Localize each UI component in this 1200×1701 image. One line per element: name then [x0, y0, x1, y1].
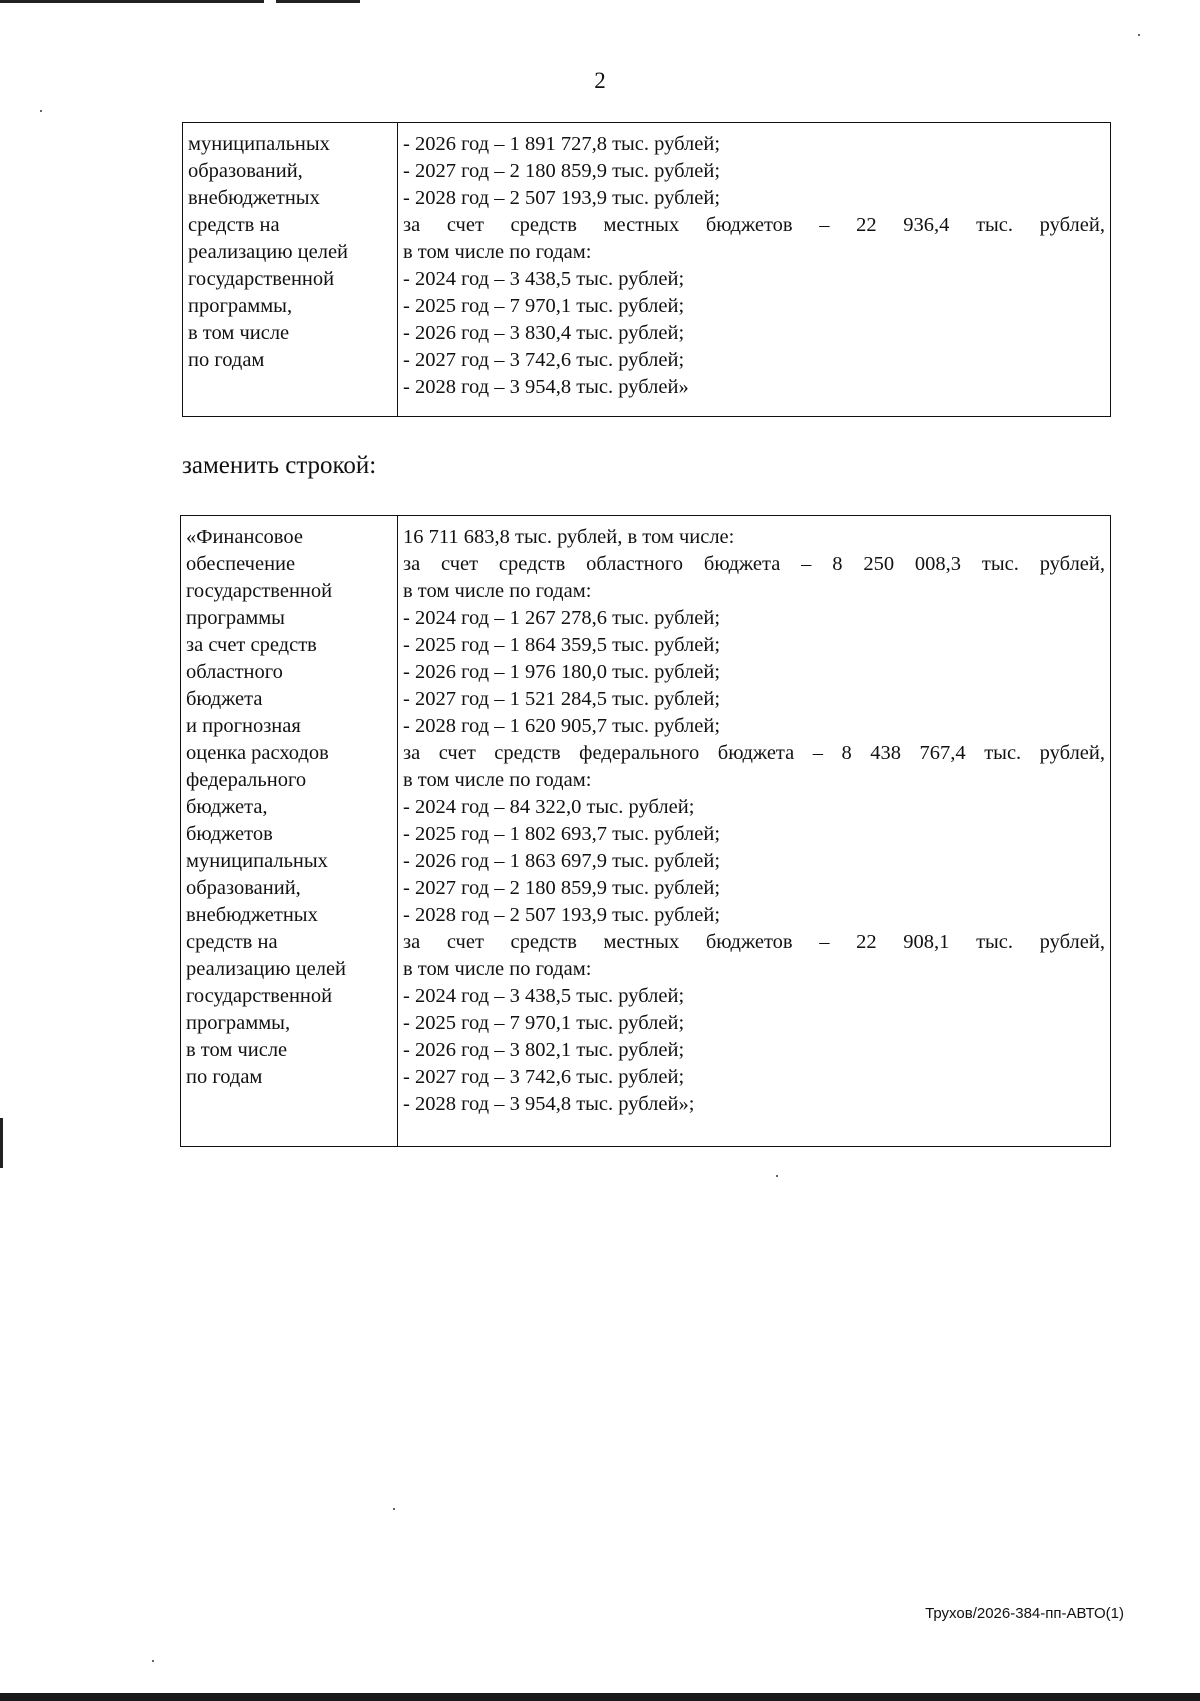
row-values-cell — [398, 516, 1111, 1147]
value-line: - 2024 год – 3 438,5 тыс. рублей; — [403, 985, 685, 1007]
value-line: - 2028 год – 3 954,8 тыс. рублей»; — [403, 1093, 695, 1115]
value-line: в том числе по годам: — [403, 769, 592, 791]
value-line: - 2026 год – 1 976 180,0 тыс. рублей; — [403, 661, 721, 683]
value-line: - 2026 год – 3 830,4 тыс. рублей; — [403, 322, 685, 344]
replace-caption: заменить строкой: — [182, 452, 377, 479]
value-line: в том числе по годам: — [403, 241, 592, 263]
value-line: - 2027 год – 3 742,6 тыс. рублей; — [403, 349, 685, 371]
row-label-cell: «Финансовое обеспечение государственной программы за счет средств областного бюджета и прогнозная оценка расходов федерального бюджета, бюджетов муниципальных образований, внебюджетных средств на реализацию целей государственной программы, в том числе по годам — [181, 516, 398, 1147]
value-line: - 2024 год – 84 322,0 тыс. рублей; — [403, 796, 695, 818]
value-line: - 2027 год – 3 742,6 тыс. рублей; — [403, 1066, 685, 1088]
row-label-cell: муниципальных образований, внебюджетных средств на реализацию целей государственной программы, в том числе по годам — [183, 123, 398, 417]
row-values-cell — [398, 123, 1111, 417]
value-line: - 2028 год – 1 620 905,7 тыс. рублей; — [403, 715, 721, 737]
value-line: - 2027 год – 1 521 284,5 тыс. рублей; — [403, 688, 721, 710]
value-line: - 2028 год – 3 954,8 тыс. рублей» — [403, 376, 689, 398]
document-code: Трухов/2026-384-пп-АВТО(1) — [925, 1605, 1124, 1622]
value-line: - 2025 год – 7 970,1 тыс. рублей; — [403, 1012, 685, 1034]
scan-speck — [1138, 34, 1140, 36]
value-line: - 2028 год – 2 507 193,9 тыс. рублей; — [403, 904, 721, 926]
value-line: 16 711 683,8 тыс. рублей, в том числе: — [403, 526, 735, 548]
value-line: - 2025 год – 1 864 359,5 тыс. рублей; — [403, 634, 721, 656]
table-new-row — [180, 515, 1111, 1147]
scan-edge-top — [0, 0, 1200, 3]
value-line: - 2027 год – 2 180 859,9 тыс. рублей; — [403, 877, 721, 899]
value-line: - 2028 год – 2 507 193,9 тыс. рублей; — [403, 187, 721, 209]
value-line: за счет средств местных бюджетов – 22 936,4 тыс. рублей, — [403, 214, 1105, 236]
value-line: - 2024 год – 3 438,5 тыс. рублей; — [403, 268, 685, 290]
value-line: - 2026 год – 1 891 727,8 тыс. рублей; — [403, 133, 721, 155]
scan-edge-bottom — [0, 1693, 1200, 1701]
scan-speck — [776, 1175, 778, 1177]
value-line: - 2027 год – 2 180 859,9 тыс. рублей; — [403, 160, 721, 182]
table-old-row — [182, 122, 1111, 417]
scan-edge-left — [0, 1118, 3, 1168]
scan-speck — [152, 1660, 154, 1662]
value-line: в том числе по годам: — [403, 580, 592, 602]
value-line: - 2026 год – 3 802,1 тыс. рублей; — [403, 1039, 685, 1061]
table-row — [183, 123, 1111, 417]
page-number: 2 — [594, 68, 606, 93]
scan-speck — [40, 110, 42, 112]
table-row — [181, 516, 1111, 1147]
value-line: - 2026 год – 1 863 697,9 тыс. рублей; — [403, 850, 721, 872]
scan-speck — [393, 1508, 395, 1510]
value-line: - 2025 год – 1 802 693,7 тыс. рублей; — [403, 823, 721, 845]
value-line: за счет средств местных бюджетов – 22 908,1 тыс. рублей, — [403, 931, 1105, 953]
value-line: - 2025 год – 7 970,1 тыс. рублей; — [403, 295, 685, 317]
value-line: за счет средств областного бюджета – 8 250 008,3 тыс. рублей, — [403, 553, 1105, 575]
value-line: в том числе по годам: — [403, 958, 592, 980]
value-line: - 2024 год – 1 267 278,6 тыс. рублей; — [403, 607, 721, 629]
value-line: за счет средств федерального бюджета – 8 438 767,4 тыс. рублей, — [403, 742, 1105, 764]
